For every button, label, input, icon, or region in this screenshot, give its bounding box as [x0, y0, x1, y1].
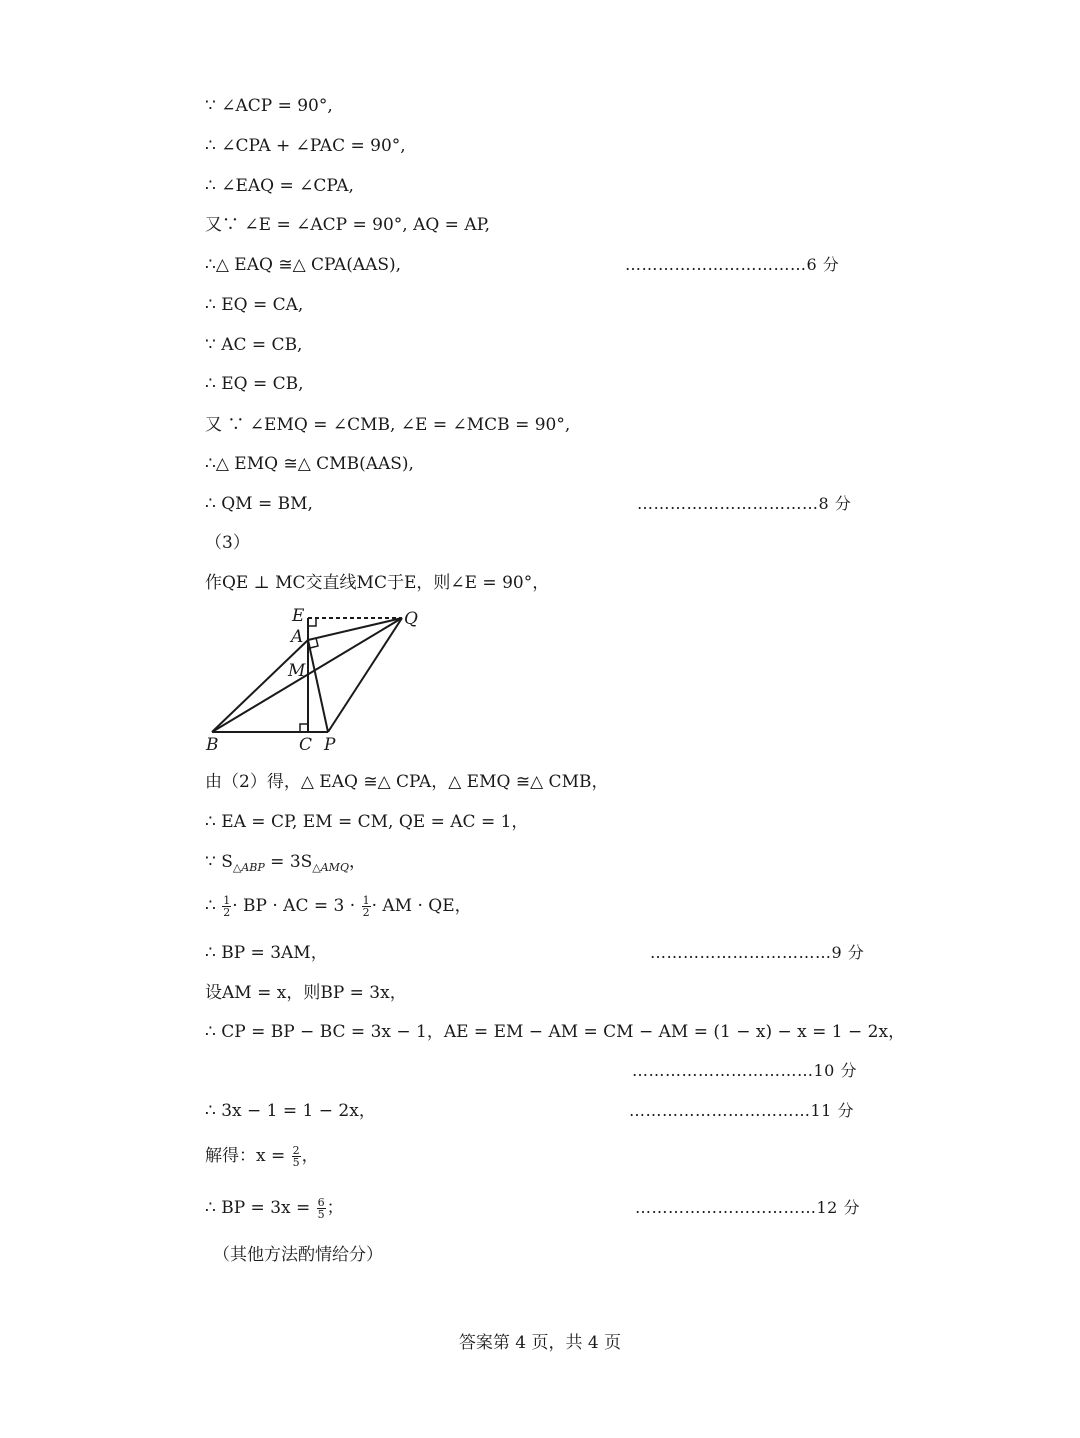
- label-q: Q: [404, 609, 418, 629]
- step-half-product: [205, 894, 472, 918]
- solve-end: ，: [301, 1146, 319, 1166]
- step-area-relation: [205, 850, 366, 880]
- step-angle-e: 又∵ ∠E = ∠ACP = 90°, AQ = AP,: [205, 215, 491, 235]
- fraction-num: 2: [292, 1144, 300, 1157]
- step-angle-sum: ∴ ∠CPA + ∠PAC = 90°,: [205, 136, 406, 156]
- label-e: E: [292, 606, 305, 626]
- step-angle-emq: 又 ∵ ∠EMQ = ∠CMB, ∠E = ∠MCB = 90°,: [205, 415, 571, 435]
- right-angle-c: [300, 724, 308, 732]
- fraction-den: 2: [223, 906, 231, 919]
- step-cp-ae: ∴ CP = BP − BC = 3x − 1，AE = EM − AM = CM − AM = (1 − x) − x = 1 − 2x，: [205, 1022, 906, 1042]
- other-methods-note: （其他方法酌情给分）: [213, 1245, 383, 1265]
- fraction-den: 2: [362, 906, 370, 919]
- step-eq-cb: ∴ EQ = CB,: [205, 374, 304, 394]
- step-congruent-eaq: ∴△ EAQ ≅△ CPA(AAS),: [205, 255, 402, 275]
- fraction-den: 5: [317, 1208, 325, 1221]
- page-footer: 答案第 4 页，共 4 页: [458, 1333, 622, 1353]
- label-b: B: [206, 735, 219, 755]
- step-bp-3am: ∴ BP = 3AM，: [205, 943, 328, 963]
- score-8: ……………………………8 分: [637, 494, 852, 513]
- fraction-num: 6: [317, 1196, 325, 1209]
- label-a: A: [291, 627, 304, 647]
- right-angle-e: [308, 618, 316, 626]
- step-angle-eaq: ∴ ∠EAQ = ∠CPA,: [205, 176, 354, 196]
- solve-prefix: 解得：x =: [205, 1146, 286, 1166]
- step-angle-acp: ∵ ∠ACP = 90°,: [205, 96, 333, 116]
- step-construct-qe: 作QE ⊥ MC交直线MC于E，则∠E = 90°，: [205, 573, 550, 593]
- result-end: ；: [326, 1198, 344, 1218]
- label-c: C: [299, 735, 313, 755]
- area-prefix: ∵ S: [205, 852, 233, 872]
- segment-pq: [328, 618, 402, 732]
- label-m: M: [288, 661, 306, 681]
- score-10: ……………………………10 分: [632, 1061, 857, 1080]
- step-ac-cb: ∵ AC = CB,: [205, 335, 303, 355]
- half-prefix: ∴: [205, 896, 216, 916]
- step-qm-bm: ∴ QM = BM,: [205, 494, 313, 514]
- label-p: P: [324, 735, 336, 755]
- area-end: ，: [348, 852, 366, 872]
- step-ea-cp: ∴ EA = CP, EM = CM, QE = AC = 1，: [205, 812, 529, 832]
- step-let-am-x: 设AM = x，则BP = 3x，: [205, 983, 407, 1003]
- fraction-num: 1: [362, 894, 370, 907]
- result-prefix: ∴ BP = 3x =: [205, 1198, 311, 1218]
- score-12: ……………………………12 分: [635, 1198, 860, 1217]
- area-sub-amq: △AMQ: [312, 861, 349, 874]
- segment-ba: [212, 640, 308, 732]
- step-equation: ∴ 3x − 1 = 1 − 2x，: [205, 1101, 376, 1121]
- fraction-den: 5: [292, 1156, 300, 1169]
- fraction-num: 1: [223, 894, 231, 907]
- fraction-bp: [317, 1197, 326, 1220]
- fraction-half-2: [362, 895, 371, 918]
- geometry-figure: [200, 602, 430, 758]
- step-bp-result: [205, 1196, 344, 1220]
- score-11: ……………………………11 分: [629, 1101, 854, 1120]
- half-part-1: · BP · AC = 3 ·: [232, 896, 356, 916]
- segment-ap: [308, 640, 328, 732]
- step-eq-ca: ∴ EQ = CA,: [205, 295, 304, 315]
- step-solve-x: [205, 1144, 319, 1168]
- score-6: ……………………………6 分: [625, 255, 840, 274]
- area-sub-abp: △ABP: [232, 861, 265, 874]
- fraction-x: [292, 1145, 301, 1168]
- segment-aq: [308, 618, 402, 640]
- fraction-half-1: [222, 895, 231, 918]
- half-part-2: · AM · QE，: [371, 896, 472, 916]
- part-3-heading: （3）: [205, 533, 250, 553]
- score-9: ……………………………9 分: [650, 943, 865, 962]
- step-congruent-emq: ∴△ EMQ ≅△ CMB(AAS),: [205, 454, 414, 474]
- area-mid: = 3S: [264, 852, 313, 872]
- step-from-part-2: 由（2）得，△ EAQ ≅△ CPA，△ EMQ ≅△ CMB，: [205, 772, 609, 792]
